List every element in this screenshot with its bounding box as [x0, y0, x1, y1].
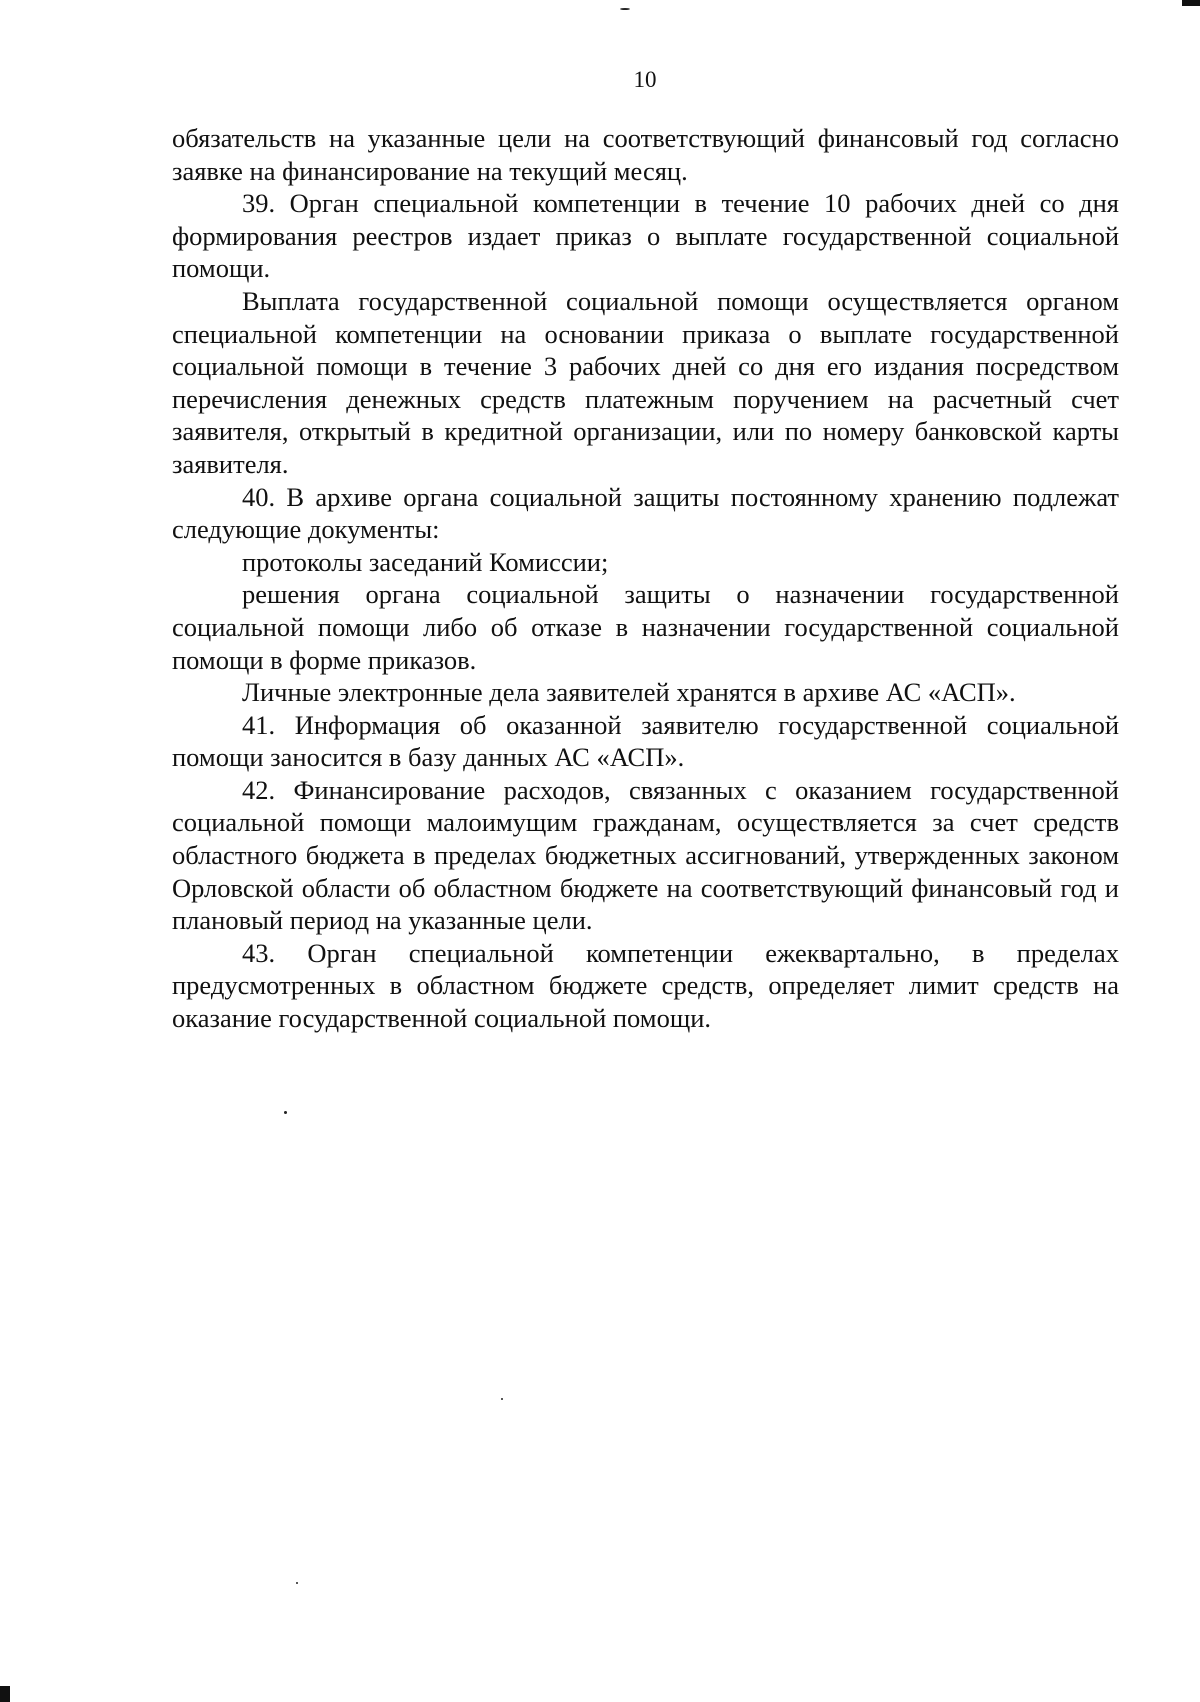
scan-edge-mark-bottom-left — [0, 1686, 10, 1702]
paragraph: Выплата государственной социальной помощи осуществляется органом специальной компетенции на основании приказа о выплате государственной социальной помощи в течение 3 рабочих дней со дня его издания посредством перечисления денежных средств платежным поручением на расчетный счет заявителя, открытый в кредитной организации, или по номеру банковской карты заявителя. — [172, 285, 1119, 479]
paragraph: обязательств на указанные цели на соответствующий финансовый год согласно заявке на финансирование на текущий месяц. — [172, 123, 1119, 186]
paragraph: 41. Информация об оказанной заявителю государственной социальной помощи заносится в базу данных АС «АСП». — [172, 709, 1119, 773]
paragraph: 43. Орган специальной компетенции ежеквартально, в пределах предусмотренных в областном бюджете средств, определяет лимит средств на оказание государственной социальной помощи. — [172, 937, 1119, 1034]
scan-speck — [501, 1398, 503, 1400]
paragraph: Личные электронные дела заявителей хранятся в архиве АС «АСП». — [242, 677, 1016, 708]
scan-speck — [296, 1582, 298, 1584]
paragraph: 42. Финансирование расходов, связанных с оказанием государственной социальной помощи малоимущим гражданам, осуществляется за счет средств областного бюджета в пределах бюджетных ассигнований, утвержденных законом Орловской области об областном бюджете на соответствующий финансовый год и плановый период на указанные цели. — [172, 774, 1119, 936]
paragraph: 39. Орган специальной компетенции в течение 10 рабочих дней со дня формирования реестров издает приказ о выплате государственной социальной помощи. — [172, 188, 1119, 284]
scan-speck — [284, 1111, 287, 1114]
page-number: 10 — [633, 67, 657, 92]
scan-edge-mark-top-right — [1182, 0, 1200, 6]
scan-speck — [620, 8, 630, 10]
paragraph: 40. В архиве органа социальной защиты постоянному хранению подлежат следующие документы: — [172, 481, 1119, 545]
paragraph: протоколы заседаний Комиссии; — [242, 546, 609, 577]
paragraph: решения органа социальной защиты о назначении государственной социальной помощи либо об отказе в назначении государственной социальной помощи в форме приказов. — [172, 579, 1119, 675]
document-body — [172, 122, 1119, 1035]
